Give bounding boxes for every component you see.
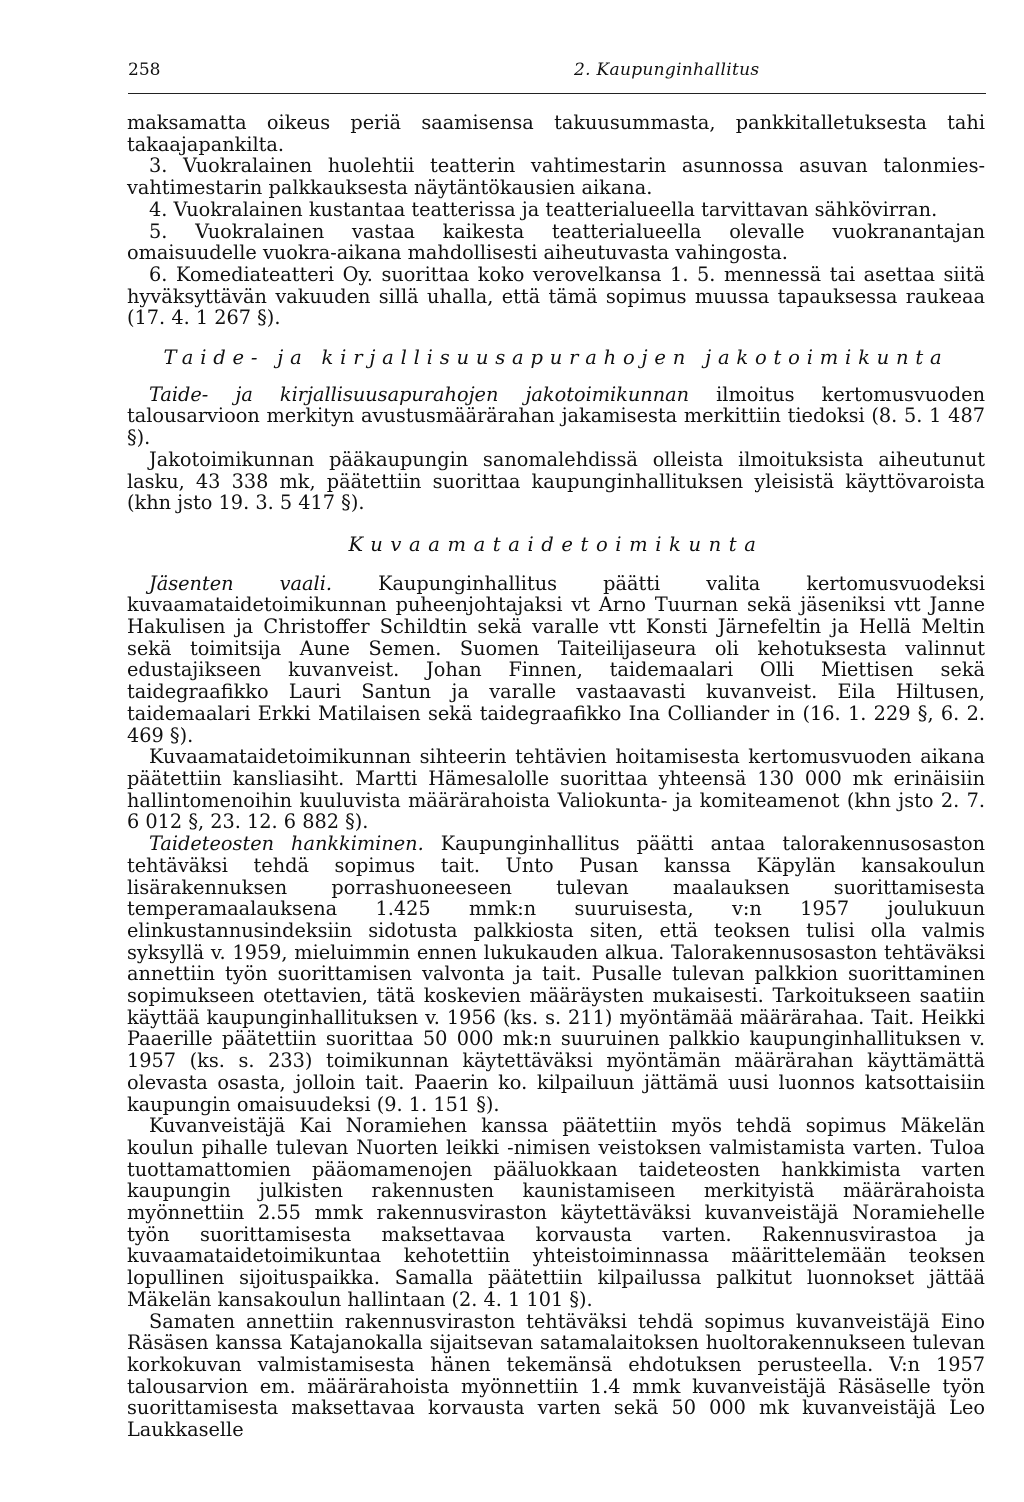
paragraph: 6. Komediateatteri Oy. suorittaa koko verovelkansa 1. 5. mennessä tai asettaa siitä hyväksyttävän vakuuden sillä uhalla, että tämä sopimus muussa tapauksessa raukeaa (17. 4. 1 267 §). — [127, 262, 985, 330]
italic-lead: Jäsenten vaali. — [149, 571, 332, 595]
page-header — [128, 60, 988, 86]
paragraph — [127, 833, 985, 1115]
paragraph — [127, 573, 985, 747]
section-heading: Kuvaamataidetoimikunta — [348, 532, 764, 556]
paragraph-text: Kaupunginhallitus päätti antaa talorakennusosaston tehtäväksi tehdä sopimus tait. Unto Pusan kanssa Käpylän kansakoulun lisärakennuksen porrashuoneeseen tulevan maalauksen suorittamisesta temperamaalauksena 1.425 mmk:n suuruisesta, v:n 1957 joulukuun elinkustannusindeksiin sidotusta palkkiosta siten, että teoksen tulisi olla valmis syksyllä v. 1959, mieluimmin ennen lukukauden alkua. Talorakennusosaston tehtäväksi annettiin työn suorittamisen valvonta ja tait. Pusalle tulevan palkkion suorittaminen sopimukseen otettavien, tätä koskevien määräysten mukaisesti. Tarkoitukseen saatiin käyttää kaupunginhallituksen v. 1956 (ks. s. 211) myöntämää määrärahaa. Tait. Heikki Paaerille päätettiin suorittaa 50 000 mk:n suuruinen palkkio kaupunginhallituksen v. 1957 (ks. s. 233) toimikunnan käytettäväksi myöntämän määrärahan käyttämättä olevasta osasta, jolloin tait. Paaerin ko. kilpailuun jättämä uusi luonnos katsottaisiin kaupungin omaisuudeksi (9. 1. 151 §). — [127, 832, 985, 1116]
italic-lead: Taide- ja kirjallisuusapurahojen jakotoimikunnan — [149, 382, 690, 406]
paragraph — [127, 384, 985, 449]
paragraph-text: Kaupunginhallitus päätti valita kertomusvuodeksi kuvaamataidetoimikunnan puheenjohtajaksi vt Arno Tuurnan sekä jäseniksi vtt Janne Hakulisen ja Christoffer Schildtin sekä varalle vtt Konsti Järnefeltin ja Hellä Meltin sekä toimitsija Aune Semen. Suomen Taiteilijaseura oli kehotuksesta valinnut edustajikseen kuvanveist. Johan Finnen, taidemaalari Olli Miettisen sekä taidegraafikko Lauri Santun ja varalle vastaavasti kuvanveist. Eila Hiltusen, taidemaalari Erkki Matilaisen sekä taidegraafikko Ina Colliander in (16. 1. 229 §, 6. 2. 469 §). — [127, 571, 986, 747]
paragraph: maksamatta oikeus periä saamisensa takuusummasta, pankkitalletuksesta tahi takaajapankilta. — [127, 111, 985, 156]
paragraph-text: ilmoitus kertomusvuoden talousarvioon merkityn avustusmäärärahan jakamisesta merkittiin tiedoksi (8. 5. 1 487 §). — [127, 382, 985, 450]
paragraph: 4. Vuokralainen kustantaa teatterissa ja teatterialueella tarvittavan sähkövirran. — [149, 197, 938, 221]
paragraph: Kuvanveistäjä Kai Noramiehen kanssa päätettiin myös tehdä sopimus Mäkelän koulun pihalle tulevan Nuorten leikki -nimisen veistoksen valmistamista varten. Tuloa tuottamattomien pääomamenojen pääluokkaan taideteosten hankkimista varten kaupungin julkisten rakennusten kaunistamiseen merkityistä määrärahoista myönnettiin 2.55 mmk rakennusviraston käytettäväksi kuvanveistäjä Noramiehelle työn suorittamisesta maksettavaa korvausta varten. Rakennusvirastoa ja kuvaamataidetoimikuntaa kehotettiin yhteistoiminnassa määrittelemään teoksen lopullinen sijoituspaikka. Samalla päätettiin kilpailussa palkitut luonnokset jättää Mäkelän kansakoulun hallintaan (2. 4. 1 101 §). — [127, 1114, 985, 1311]
header-rule — [128, 93, 986, 94]
paragraph: 5. Vuokralainen vastaa kaikesta teatterialueella olevalle vuokranantajan omaisuudelle vuokra-aikana mahdollisesti aiheutuvasta vahingosta. — [127, 219, 985, 265]
paragraph: Kuvaamataidetoimikunnan sihteerin tehtävien hoitamisesta kertomusvuoden aikana päätettiin kansliasiht. Martti Hämesalolle suorittaa yhteensä 130 000 mk erinäisiin hallintomenoihin kuuluvista määrärahoista Valiokunta- ja komiteamenot (khn jsto 2. 7. 6 012 §, 23. 12. 6 882 §). — [127, 745, 985, 834]
section-heading: Taide- ja kirjallisuusapurahojen jakotoimikunta — [163, 346, 949, 370]
italic-lead: Taideteosten hankkiminen. — [149, 832, 424, 856]
running-title: 2. Kaupunginhallitus — [574, 60, 760, 80]
page-number: 258 — [128, 60, 161, 80]
paragraph: Jakotoimikunnan pääkaupungin sanomalehdissä olleista ilmoituksista aiheutunut lasku, 43 338 mk, päätettiin suorittaa kaupunginhallituksen yleisistä käyttövaroista (khn jsto 19. 3. 5 417 §). — [127, 447, 985, 515]
paragraph: 3. Vuokralainen huolehtii teatterin vahtimestarin asunnossa asuvan talonmies-vahtimestarin palkkauksesta näytäntökausien aikana. — [127, 154, 985, 200]
body-text — [127, 112, 985, 1441]
paragraph: Samaten annettiin rakennusviraston tehtäväksi tehdä sopimus kuvanveistäjä Eino Räsäsen kanssa Katajanokalla sijaitsevan satamalaitoksen huoltorakennukseen tulevan korkokuvan valmistamisesta hänen tekemänsä ehdotuksen perusteella. V:n 1957 talousarvion em. määrärahoista myönnettiin 1.4 mmk kuvanveistäjä Räsäselle työn suorittamisesta maksettavaa korvausta varten sekä 50 000 mk kuvanveistäjä Leo Laukkaselle — [127, 1309, 985, 1442]
